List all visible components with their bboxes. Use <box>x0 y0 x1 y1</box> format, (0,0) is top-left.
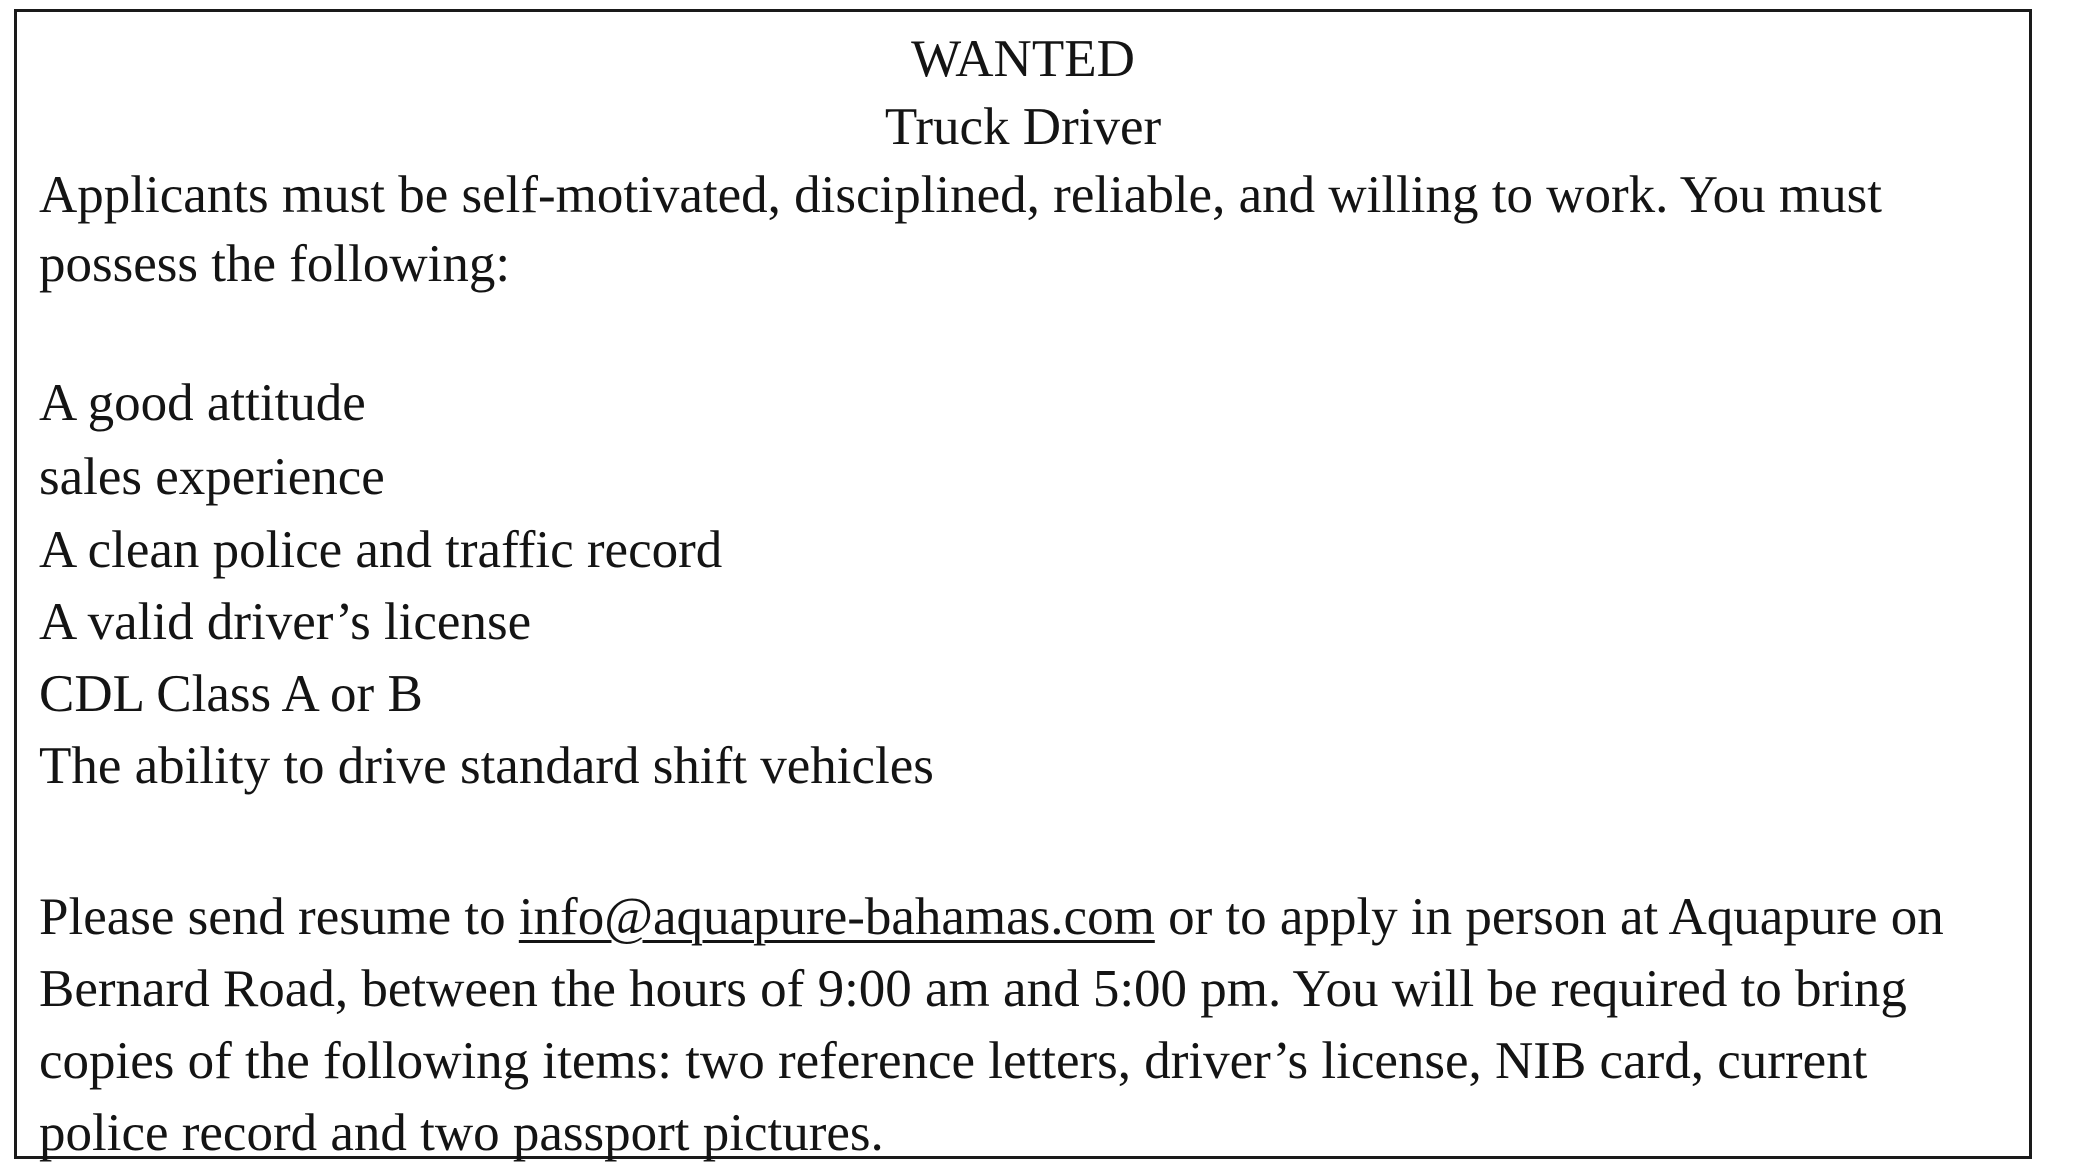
requirement-item: The ability to drive standard shift vehicles <box>39 737 934 795</box>
requirement-item: sales experience <box>39 448 385 506</box>
ad-heading: WANTED <box>911 30 1135 88</box>
apply-line <box>39 886 1944 948</box>
intro-line: possess the following: <box>39 235 511 293</box>
apply-line: copies of the following items: two reference letters, driver’s license, NIB card, current <box>39 1032 1868 1090</box>
apply-line: Bernard Road, between the hours of 9:00 am and 5:00 pm. You will be required to bring <box>39 960 1907 1018</box>
requirement-item: A valid driver’s license <box>39 593 532 651</box>
email-link[interactable]: info@aquapure-bahamas.com <box>518 888 1155 946</box>
apply-prefix: Please send resume to <box>39 888 519 946</box>
apply-line: police record and two passport pictures. <box>39 1104 884 1162</box>
job-ad-box <box>14 9 2032 1162</box>
apply-suffix: or to apply in person at Aquapure on <box>1154 888 1944 946</box>
intro-line: Applicants must be self-motivated, disciplined, reliable, and willing to work. You must <box>39 166 1882 224</box>
ad-position-title: Truck Driver <box>884 98 1162 156</box>
requirement-item: A clean police and traffic record <box>39 521 723 579</box>
requirement-item: CDL Class A or B <box>39 665 423 723</box>
requirement-item: A good attitude <box>39 374 366 432</box>
